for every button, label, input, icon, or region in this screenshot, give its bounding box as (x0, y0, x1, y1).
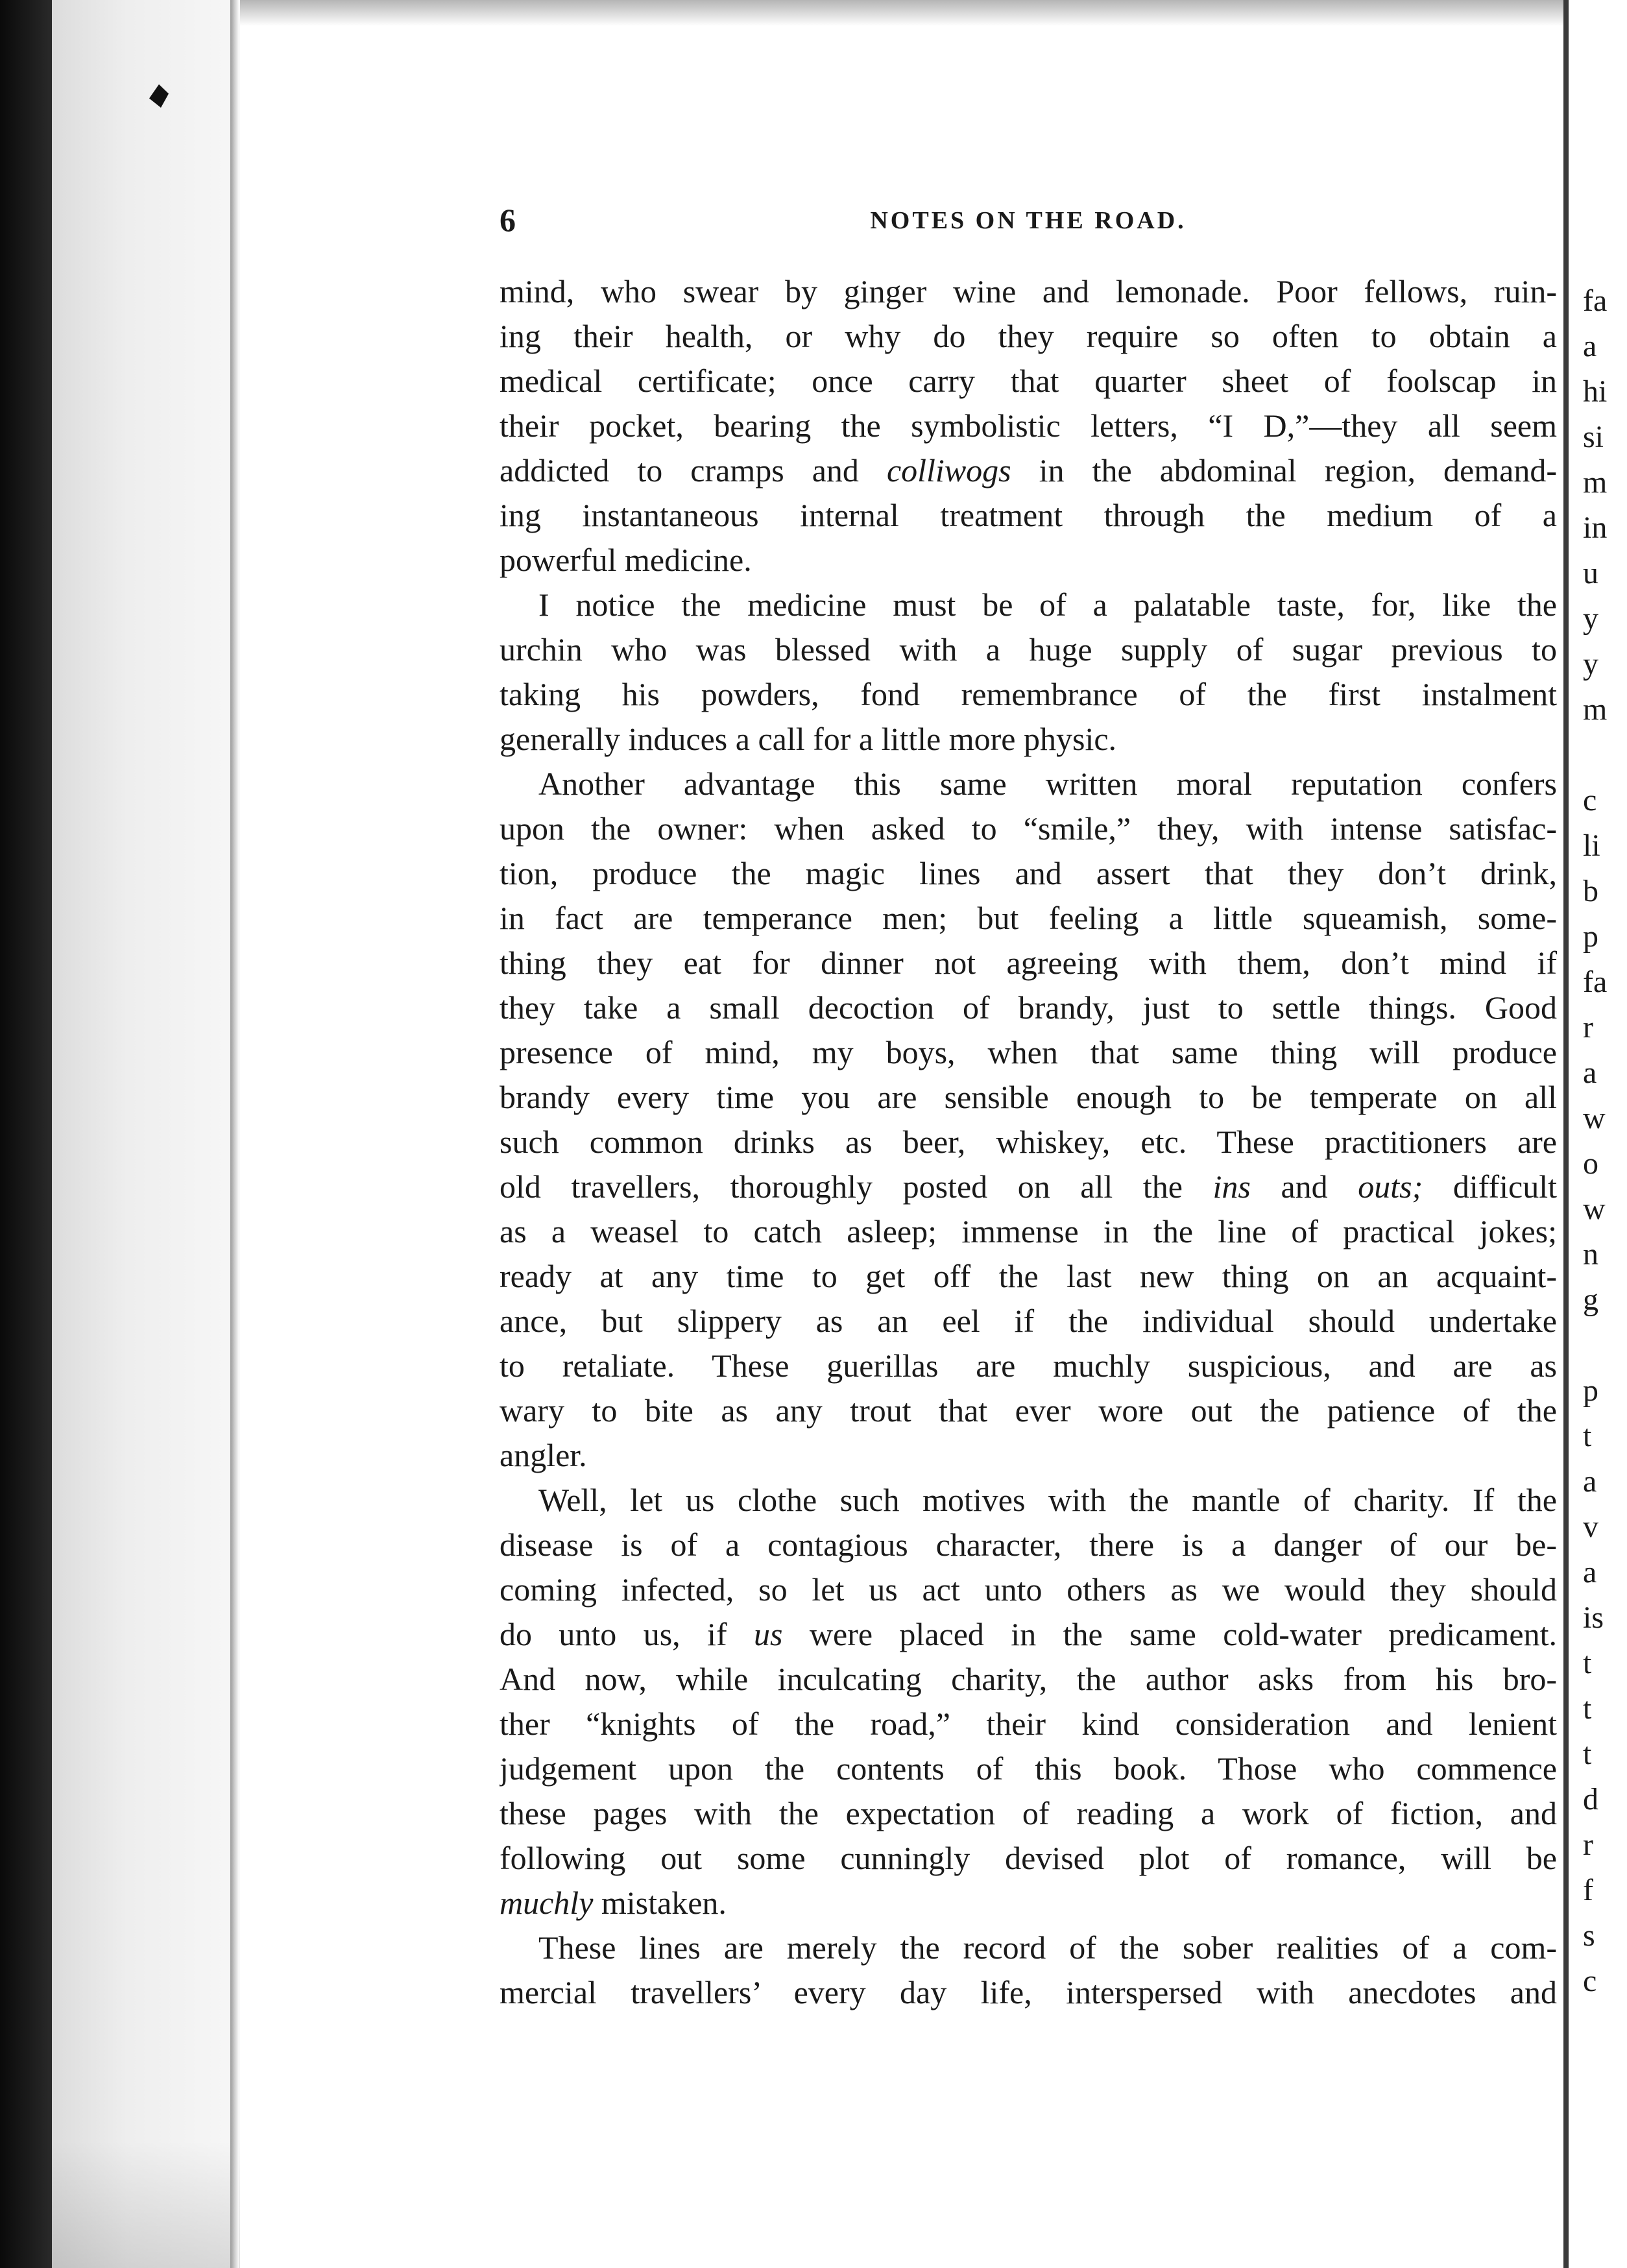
next-page-fragment: t (1583, 1691, 1592, 1726)
running-head (500, 201, 1557, 240)
next-page-fragment: o (1583, 1146, 1598, 1181)
text-line: ther “knights of the road,” their kind consideration and lenient (500, 1706, 1557, 1742)
text-line: in fact are temperance men; but feeling a little squeamish, some- (500, 900, 1557, 936)
text-line: mind, who swear by ginger wine and lemonade. Poor fellows, ruin- (500, 273, 1557, 309)
text-line: generally induces a call for a little more physic. (500, 721, 1117, 757)
page-gutter (230, 0, 239, 2268)
next-page-fragment: fa (1583, 284, 1608, 318)
text-line: these pages with the expectation of reading a work of fiction, and (500, 1795, 1557, 1831)
next-page-fragment: r (1583, 1010, 1593, 1044)
text-line: old travellers, thoroughly posted on all the ins and outs; difficult (500, 1168, 1557, 1205)
next-page-fragment: d (1583, 1782, 1598, 1816)
next-page-fragment: m (1583, 692, 1608, 727)
text-line: ready at any time to get off the last new thing on an acquaint- (500, 1258, 1557, 1294)
running-title: NOTES ON THE ROAD. (870, 207, 1187, 234)
next-page-fragment: b (1583, 874, 1598, 908)
text-line: powerful medicine. (500, 542, 752, 578)
next-page-fragment: si (1583, 420, 1604, 454)
next-page-fragment: f (1583, 1873, 1593, 1907)
next-page-fragment: r (1583, 1828, 1593, 1862)
next-page-fragment: w (1583, 1192, 1606, 1226)
text-line: urchin who was blessed with a huge supply of sugar previous to (500, 631, 1557, 668)
next-page-fragment: u (1583, 556, 1598, 590)
right-gutter (1563, 0, 1569, 2268)
next-page-fragment: hi (1583, 374, 1608, 409)
text-line: following out some cunningly devised plot of romance, will be (500, 1840, 1557, 1876)
text-line: presence of mind, my boys, when that same thing will produce (500, 1034, 1557, 1070)
text-line: ing their health, or why do they require so often to obtain a (500, 318, 1557, 354)
text-line: These lines are merely the record of the sober realities of a com- (538, 1929, 1557, 1966)
text-line: brandy every time you are sensible enough to be temperate on all (500, 1079, 1557, 1115)
text-line: as a weasel to catch asleep; immense in the line of practical jokes; (500, 1213, 1557, 1249)
body-text (500, 269, 1557, 2015)
page-number: 6 (500, 202, 516, 238)
next-page-fragment: c (1583, 783, 1597, 817)
text-line: disease is of a contagious character, there is a danger of our be- (500, 1526, 1557, 1563)
next-page-fragment: t (1583, 1646, 1592, 1680)
next-page-fragment: a (1583, 1555, 1597, 1589)
text-line: they take a small decoction of brandy, just to settle things. Good (500, 989, 1557, 1026)
text-line: wary to bite as any trout that ever wore out the patience of the (500, 1392, 1557, 1429)
text-line: Well, let us clothe such motives with the mantle of charity. If the (538, 1482, 1557, 1518)
text-line: angler. (500, 1437, 587, 1473)
text-line: medical certificate; once carry that quarter sheet of foolscap in (500, 363, 1557, 399)
text-line: ance, but slippery as an eel if the individual should undertake (500, 1303, 1557, 1339)
next-page-fragment: y (1583, 601, 1598, 636)
facing-page-edge (52, 0, 240, 2268)
next-page-fragment: t (1583, 1737, 1592, 1771)
text-line: thing they eat for dinner not agreeing with them, don’t mind if (500, 945, 1557, 981)
next-page-fragment: y (1583, 647, 1598, 681)
next-page-fragment: w (1583, 1101, 1606, 1135)
next-page-fragment: fa (1583, 965, 1608, 999)
next-page-fragment: a (1583, 1464, 1597, 1499)
text-line: judgement upon the contents of this book. Those who commence (500, 1750, 1557, 1787)
scan-border (0, 0, 52, 2268)
text-line: tion, produce the magic lines and assert that they don’t drink, (500, 855, 1557, 891)
text-line: muchly mistaken. (500, 1885, 727, 1921)
next-page-fragment: a (1583, 1056, 1597, 1090)
text-line: coming infected, so let us act unto others as we would they should (500, 1571, 1557, 1608)
text-line: their pocket, bearing the symbolistic letters, “I D,”—they all seem (500, 407, 1557, 444)
next-page-fragment: g (1583, 1283, 1598, 1317)
next-page-fragment: s (1583, 1918, 1595, 1953)
next-page-fragment: v (1583, 1510, 1598, 1544)
text-line: And now, while inculcating charity, the author asks from his bro- (500, 1661, 1557, 1697)
text-line: such common drinks as beer, whiskey, etc. These practitioners are (500, 1124, 1557, 1160)
next-page-fragment: t (1583, 1419, 1592, 1453)
text-line: Another advantage this same written moral reputation confers (538, 766, 1557, 802)
text-line: ing instantaneous internal treatment through the medium of a (500, 497, 1557, 533)
text-line: to retaliate. These guerillas are muchly suspicious, and are as (500, 1347, 1557, 1384)
next-page-fragment: li (1583, 828, 1600, 863)
text-line: addicted to cramps and colliwogs in the abdominal region, demand- (500, 452, 1557, 489)
text-line: taking his powders, fond remembrance of the first instalment (500, 676, 1557, 712)
text-line: I notice the medicine must be of a palatable taste, for, like the (538, 586, 1557, 623)
next-page-fragment: m (1583, 465, 1608, 500)
next-page-fragment: in (1583, 511, 1608, 545)
text-line: do unto us, if us were placed in the same cold-water predicament. (500, 1616, 1557, 1652)
next-page-fragment: is (1583, 1600, 1604, 1635)
next-page-fragment: p (1583, 1373, 1598, 1408)
top-shadow (240, 0, 1570, 26)
next-page-fragment: p (1583, 919, 1598, 954)
text-line: upon the owner: when asked to “smile,” they, with intense satisfac- (500, 810, 1557, 847)
next-page-fragment: n (1583, 1237, 1598, 1272)
next-page-fragment: c (1583, 1964, 1597, 1998)
next-page-fragment: a (1583, 329, 1597, 363)
text-line: mercial travellers’ every day life, interspersed with anecdotes and (500, 1974, 1557, 2010)
